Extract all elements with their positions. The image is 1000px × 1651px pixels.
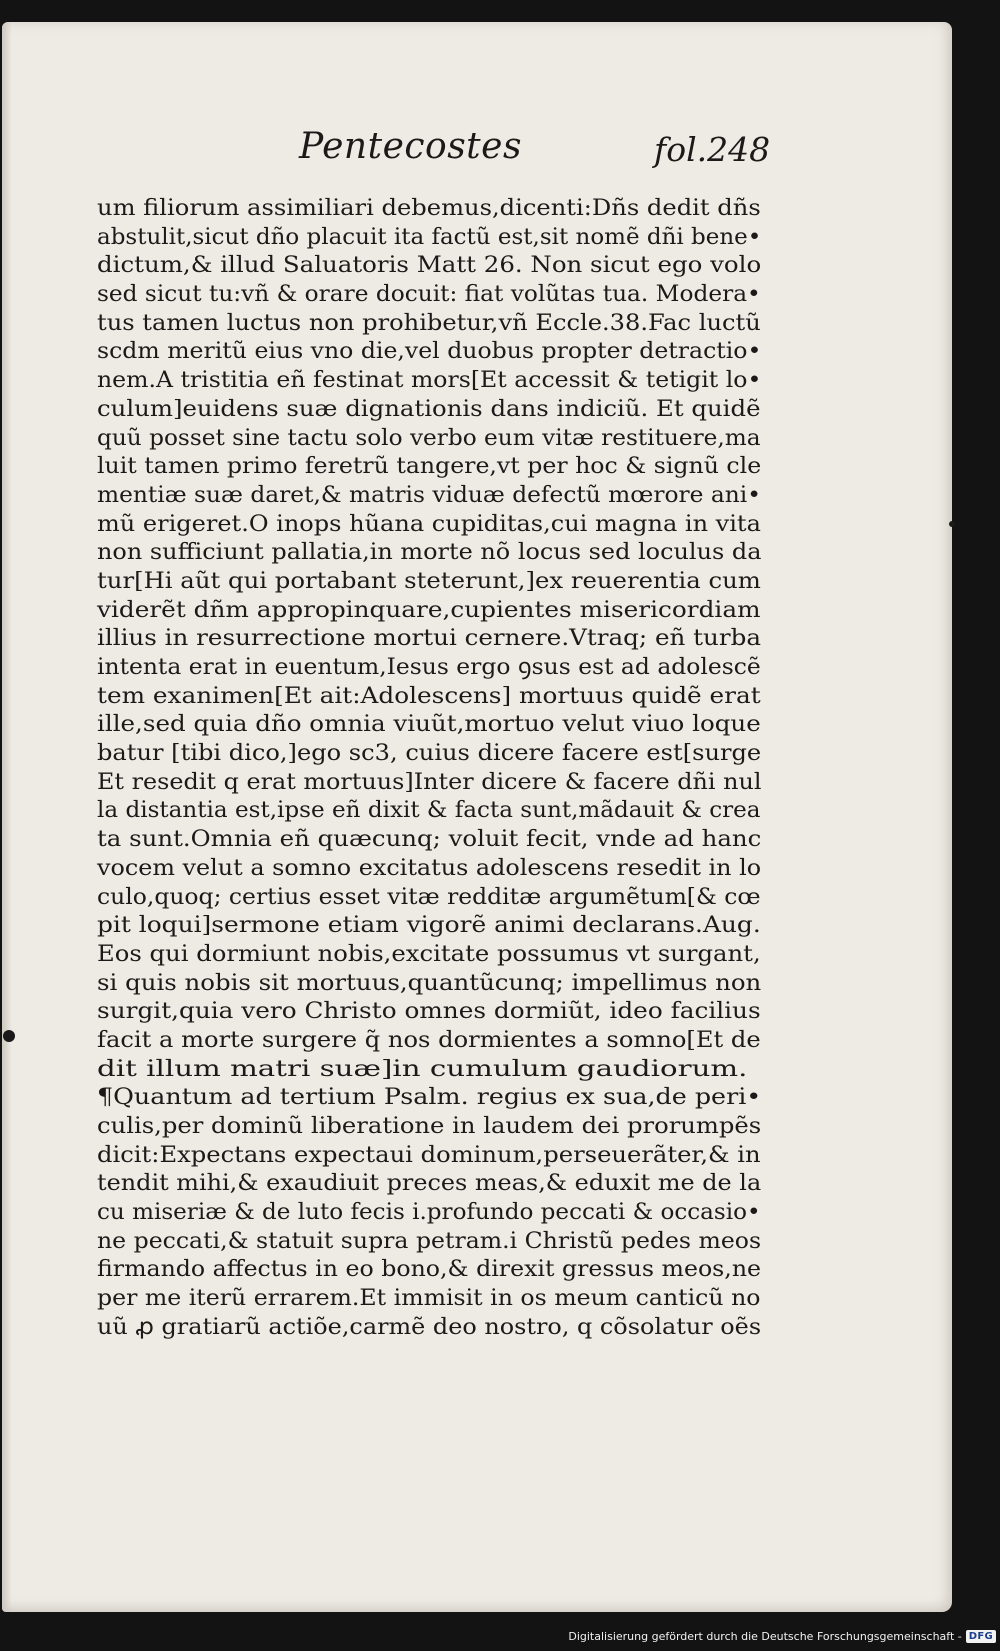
text-line: scdm meritũ eius vno die,vel duobus propter detractio• [97, 338, 762, 365]
text-line: culum]euidens suæ dignationis dans indiciũ. Et quidẽ [97, 395, 761, 422]
text-line: uũ ꝓ gratiarũ actiõe,carmẽ deo nostro, q cõsolatur oẽs [97, 1313, 762, 1340]
text-line: si quis nobis sit mortuus,quantũcunq; impellimus non [97, 969, 762, 996]
text-line: la distantia est,ipse eñ dixit & facta sunt,mãdauit & crea [97, 797, 761, 824]
book-page [2, 22, 952, 1612]
text-line: culo,quoq; certius esset vitæ redditæ argumẽtum[& cœ [97, 883, 761, 910]
text-line: abstulit,sicut dño placuit ita factũ est,sit nomẽ dñi bene• [97, 223, 762, 250]
text-line: viderẽt dñm appropinquare,cupientes misericordiam [97, 596, 761, 623]
text-line: ta sunt.Omnia eñ quæcunq; voluit fecit, vnde ad hanc [97, 826, 762, 853]
text-line: ne peccati,& statuit supra petram.i Christũ pedes meos [97, 1227, 762, 1254]
text-line: dicit:Expectans expectaui dominum,perseuerãter,& in [97, 1141, 761, 1168]
text-line: tur[Hi aũt qui portabant steterunt,]ex reuerentia cum [97, 567, 761, 594]
margin-mark [949, 521, 955, 527]
text-line: mũ erigeret.O inops hũana cupiditas,cui magna in vita [97, 510, 761, 537]
margin-mark [3, 1030, 15, 1042]
text-line: quũ posset sine tactu solo verbo eum vitæ restituere,ma [97, 424, 761, 451]
text-line: tendit mihi,& exaudiuit preces meas,& eduxit me de la [97, 1170, 762, 1197]
text-line: per me iterũ errarem.Et immisit in os meum canticũ no [97, 1285, 761, 1312]
credit-text: Digitalisierung gefördert durch die Deutsche Forschungsgemeinschaft - [568, 1629, 962, 1643]
digitization-credit [568, 1627, 996, 1645]
text-line: luit tamen primo feretrũ tangere,vt per hoc & signũ cle [97, 453, 762, 480]
text-line: sed sicut tu:vñ & orare docuit: fiat volũtas tua. Modera• [97, 281, 761, 308]
text-line: firmando affectus in eo bono,& direxit gressus meos,ne [97, 1256, 762, 1283]
text-line: um filiorum assimiliari debemus,dicenti:Dñs dedit dñs [97, 195, 761, 221]
text-line: cu miseriæ & de luto fecis i.profundo peccati & occasio• [97, 1199, 761, 1226]
text-line: non sufficiunt pallatia,in morte nõ locus sed loculus da [97, 539, 762, 566]
running-header [2, 126, 952, 176]
text-line: ille,sed quia dño omnia viuũt,mortuo velut viuo loque [97, 711, 761, 738]
text-line: dictum,& illud Saluatoris Matt 26. Non sicut ego volo [97, 252, 762, 279]
text-line: nem.A tristitia eñ festinat mors[Et accessit & tetigit lo• [97, 367, 762, 394]
text-line: surgit,quia vero Christo omnes dormiũt, ideo facilius [97, 998, 761, 1025]
text-line: tem exanimen[Et ait:Adolescens] mortuus quidẽ erat [97, 682, 761, 709]
text-line: batur [tibi dico,]ego sc3, cuius dicere facere est[surge [97, 740, 762, 767]
text-line: tus tamen luctus non prohibetur,vñ Eccle.38.Fac luctũ [97, 309, 761, 336]
text-line: facit a morte surgere q̃ nos dormientes a somno[Et de [97, 1026, 761, 1053]
text-line: Et resedit q erat mortuus]Inter dicere & facere dñi nul [97, 768, 762, 795]
text-line: culis,per dominũ liberatione in laudem dei prorumpẽs [97, 1113, 762, 1139]
folio-number: fol.248 [654, 130, 771, 169]
text-line: Eos qui dormiunt nobis,excitate possumus vt surgant, [97, 940, 761, 967]
text-line: vocem velut a somno excitatus adolescens resedit in lo [97, 854, 762, 881]
body-text [97, 194, 761, 1342]
dfg-logo: DFG [966, 1630, 996, 1643]
text-line: dit illum matri suæ]in cumulum gaudiorum. [97, 1055, 748, 1082]
text-line: illius in resurrectione mortui cernere.Vtraq; eñ turba [97, 625, 761, 652]
running-title: Pentecostes [299, 126, 522, 167]
text-line: mentiæ suæ daret,& matris viduæ defectũ mœrore ani• [97, 481, 761, 508]
text-line: ¶Quantum ad tertium Psalm. regius ex sua,de peri• [97, 1084, 762, 1111]
text-line: pit loqui]sermone etiam vigorẽ animi declarans.Aug. [97, 912, 761, 939]
text-line: intenta erat in euentum,Iesus ergo ꝯsus est ad adolescẽ [97, 654, 761, 680]
